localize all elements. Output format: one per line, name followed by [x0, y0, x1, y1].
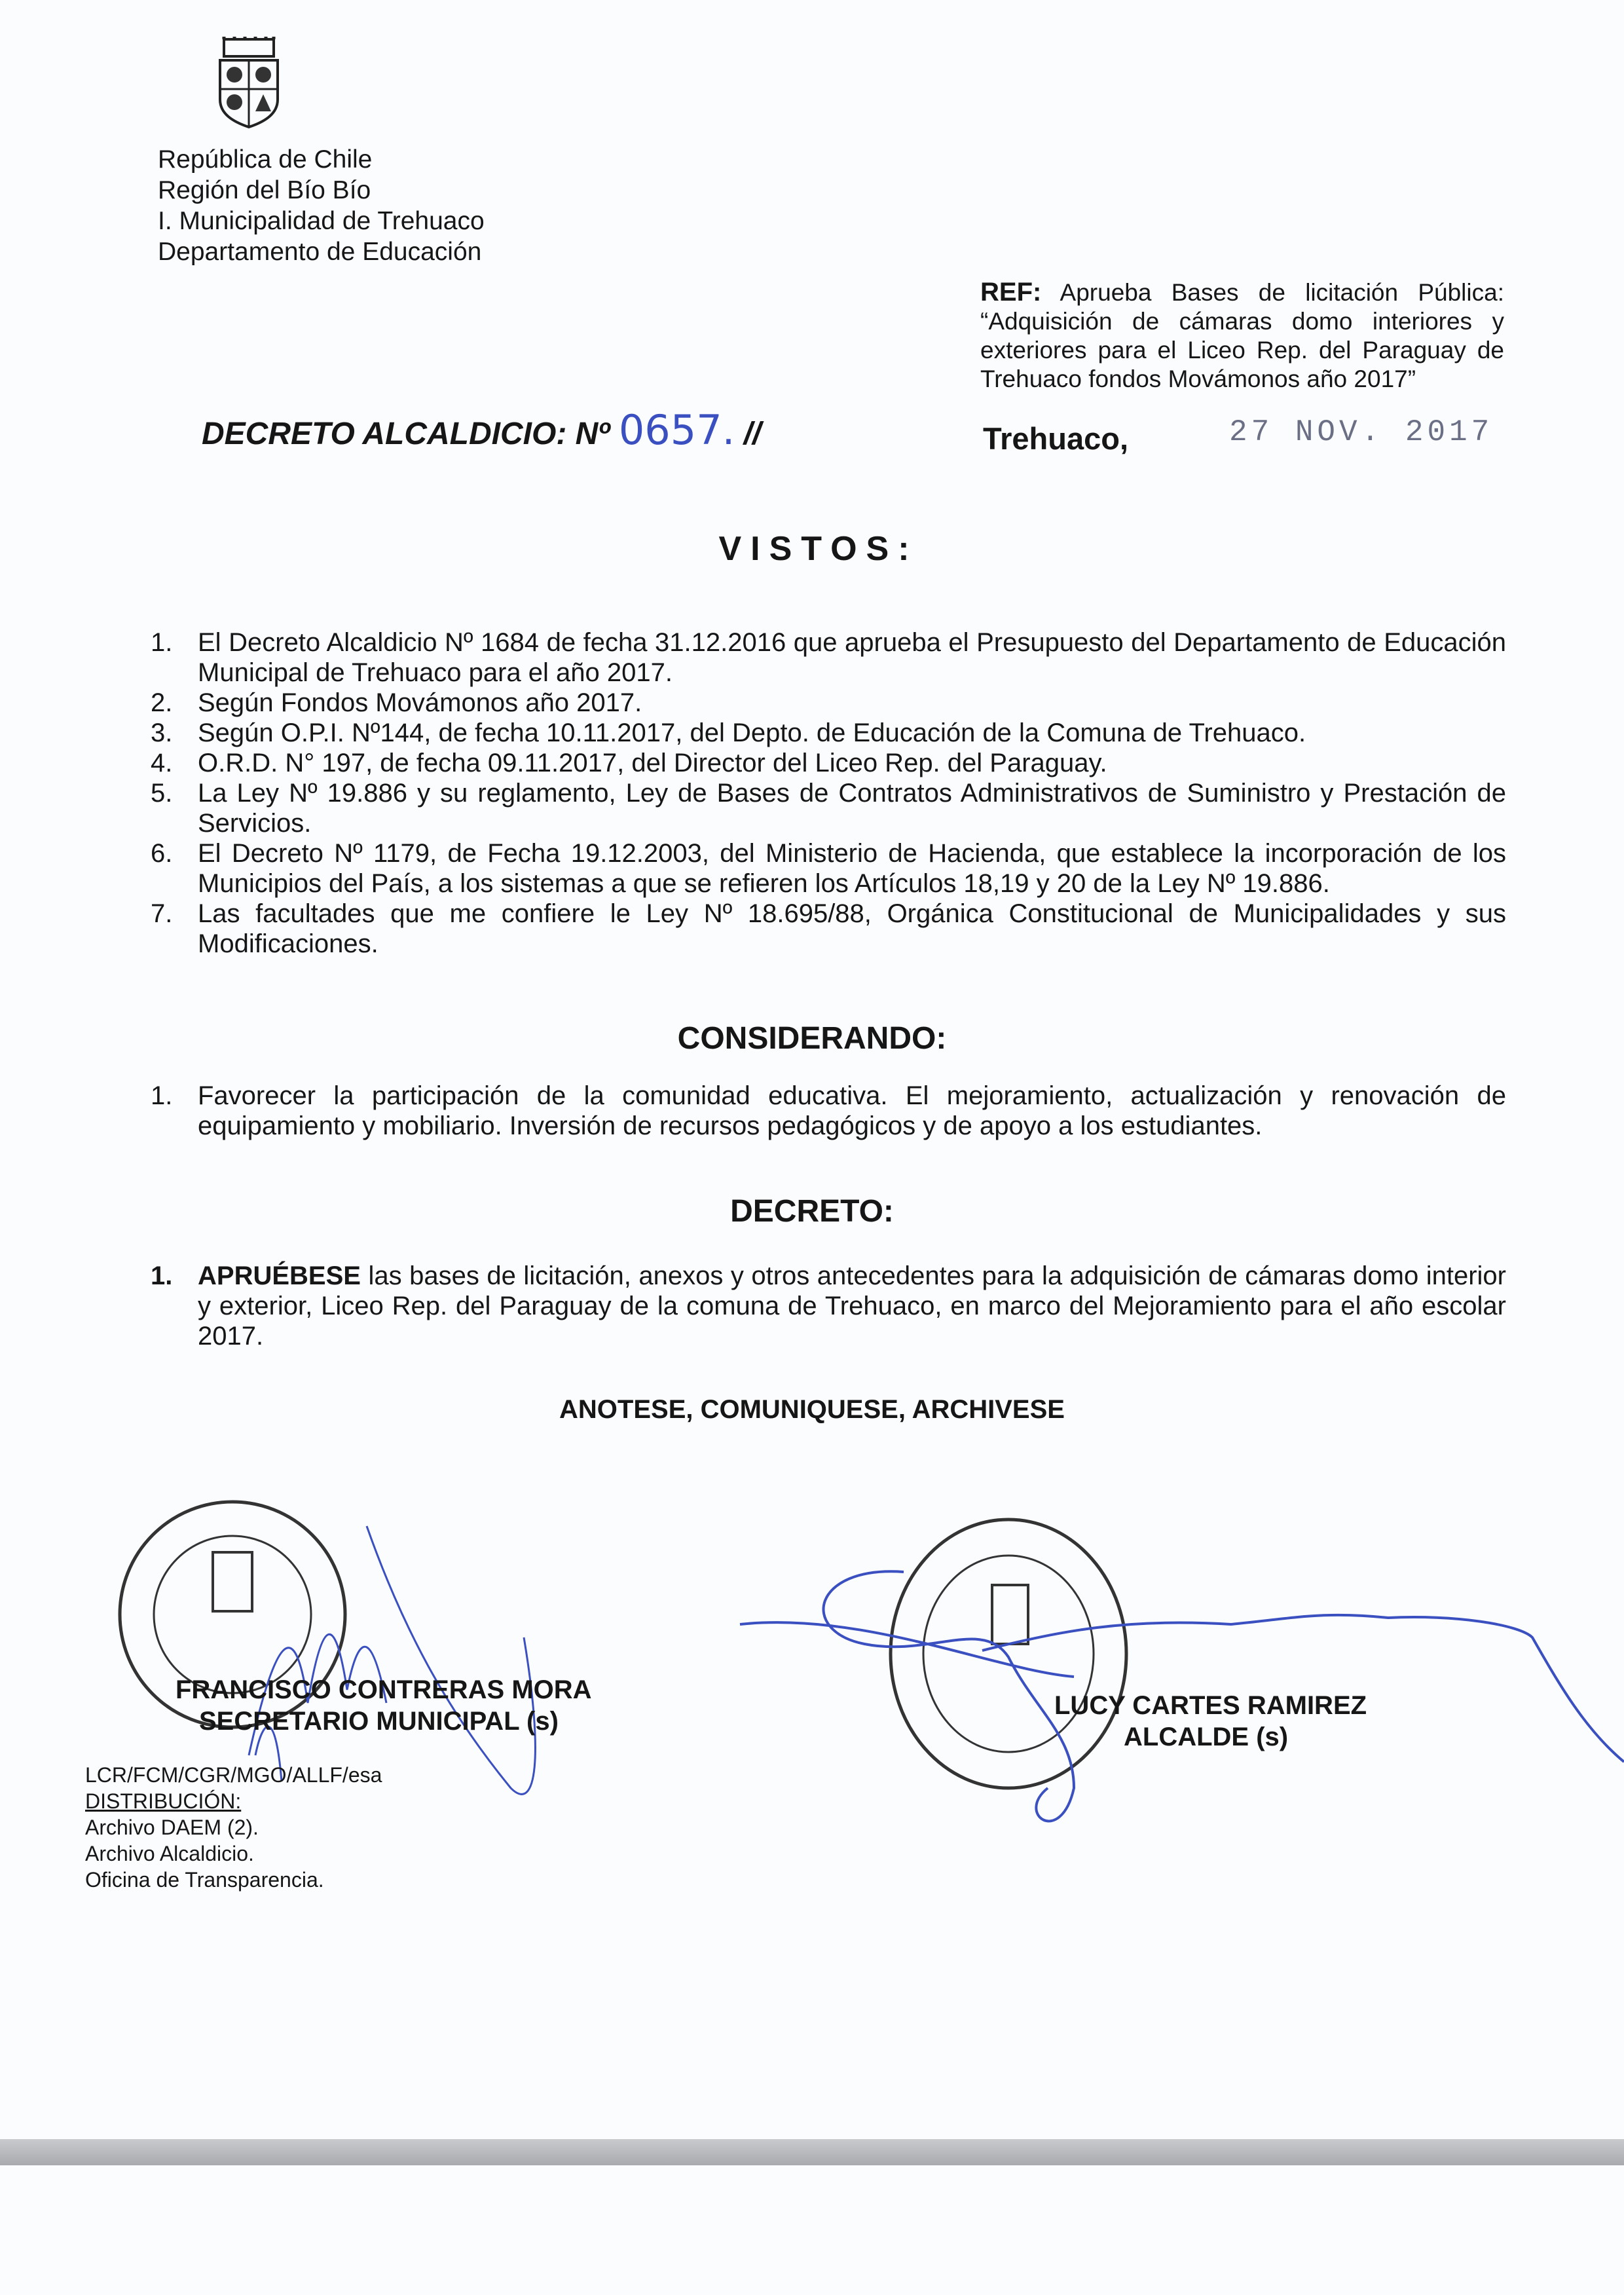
- date-stamp: 27 NOV. 2017: [1229, 415, 1494, 449]
- list-item: [151, 838, 1506, 899]
- reference-block: [980, 278, 1504, 394]
- distribution-item: Archivo DAEM (2).: [85, 1816, 259, 1839]
- secretary-signature-block: [175, 1674, 592, 1737]
- item-number: 1.: [151, 1081, 173, 1110]
- list-item: [151, 899, 1506, 959]
- ref-label: REF:: [980, 278, 1042, 307]
- item-text: Según O.P.I. Nº144, de fecha 10.11.2017, del Depto. de Educación de la Comuna de Trehuaco.: [198, 718, 1306, 747]
- list-item: [151, 688, 1506, 718]
- list-item: [151, 1081, 1506, 1141]
- ref-text: Aprueba Bases de licitación Pública: “Adquisición de cámaras domo interiores y exteriores para el Liceo Rep. del Paraguay de Trehuaco fondos Movámonos año 2017”: [980, 279, 1504, 392]
- item-text: El Decreto Alcaldicio Nº 1684 de fecha 31.12.2016 que aprueba el Presupuesto del Departamento de Educación Municipal de Trehuaco para el año 2017.: [198, 628, 1506, 687]
- secretary-title: SECRETARIO MUNICIPAL (s): [199, 1707, 559, 1736]
- item-text: Las facultades que me confiere le Ley Nº 18.695/88, Orgánica Constitucional de Municipalidades y sus Modificaciones.: [198, 899, 1506, 958]
- decree-suffix: //: [743, 417, 762, 451]
- mayor-signature-block: [1054, 1690, 1367, 1753]
- item-number: 3.: [151, 718, 173, 747]
- item-number: 4.: [151, 749, 173, 777]
- list-item: [151, 718, 1506, 748]
- distribution-item: Oficina de Transparencia.: [85, 1868, 324, 1892]
- item-number: 1.: [151, 1261, 173, 1290]
- list-item: [151, 778, 1506, 838]
- decreto-list: [151, 1261, 1506, 1351]
- closing-formula: ANOTESE, COMUNIQUESE, ARCHIVESE: [559, 1395, 1065, 1424]
- scan-edge-band: [0, 2139, 1624, 2165]
- item-number: 2.: [151, 688, 173, 717]
- vistos-list: [151, 627, 1506, 959]
- header-line: Departamento de Educación: [158, 238, 482, 266]
- mayor-name: LUCY CARTES RAMIREZ: [1054, 1691, 1367, 1720]
- item-number: 6.: [151, 839, 173, 868]
- issuer-header: [158, 144, 485, 267]
- secretary-name: FRANCISCO CONTRERAS MORA: [175, 1675, 592, 1704]
- distribution-label: DISTRIBUCIÓN:: [85, 1789, 242, 1813]
- decree-label: DECRETO ALCALDICIO: Nº: [202, 417, 610, 451]
- initials: LCR/FCM/CGR/MGO/ALLF/esa: [85, 1763, 382, 1787]
- municipal-crest-logo: [212, 37, 286, 128]
- item-text: Según Fondos Movámonos año 2017.: [198, 688, 642, 717]
- item-text: Favorecer la participación de la comunidad educativa. El mejoramiento, actualización y renovación de equipamiento y mobiliario. Inversión de recursos pedagógicos y de apoyo a los estudiantes.: [198, 1081, 1506, 1140]
- vistos-heading: VISTOS:: [718, 530, 919, 568]
- item-text: El Decreto Nº 1179, de Fecha 19.12.2003, del Ministerio de Hacienda, que establece la incorporación de los Municipios del País, a los sistemas a que se refieren los Artículos 18,19 y 20 de la Ley Nº 19.886.: [198, 839, 1506, 898]
- list-item: [151, 748, 1506, 778]
- item-number: 1.: [151, 628, 173, 657]
- decree-number-line: [202, 406, 761, 454]
- header-line: I. Municipalidad de Trehuaco: [158, 207, 485, 235]
- decree-number-handwritten: 0657.: [618, 406, 735, 454]
- header-line: República de Chile: [158, 145, 373, 174]
- list-item: [151, 1261, 1506, 1351]
- item-bold-verb: APRUÉBESE: [198, 1261, 361, 1290]
- mayor-title: ALCALDE (s): [1124, 1723, 1289, 1751]
- item-text: las bases de licitación, anexos y otros antecedentes para la adquisición de cámaras domo interior y exterior, Liceo Rep. del Paraguay de la comuna de Trehuaco, en marco del Mejoramiento para el año escolar 2017.: [198, 1261, 1506, 1351]
- item-text: O.R.D. N° 197, de fecha 09.11.2017, del Director del Liceo Rep. del Paraguay.: [198, 749, 1107, 777]
- distribution-item: Archivo Alcaldicio.: [85, 1842, 254, 1865]
- decree-place: Trehuaco,: [983, 421, 1129, 456]
- list-item: [151, 627, 1506, 688]
- distribution-block: [85, 1762, 382, 1893]
- header-line: Región del Bío Bío: [158, 176, 371, 204]
- considerando-list: [151, 1081, 1506, 1141]
- item-number: 5.: [151, 779, 173, 808]
- item-number: 7.: [151, 899, 173, 928]
- item-text: La Ley Nº 19.886 y su reglamento, Ley de Bases de Contratos Administrativos de Suministro y Prestación de Servicios.: [198, 779, 1506, 838]
- considerando-heading: CONSIDERANDO:: [677, 1021, 947, 1056]
- decreto-heading: DECRETO:: [730, 1194, 894, 1229]
